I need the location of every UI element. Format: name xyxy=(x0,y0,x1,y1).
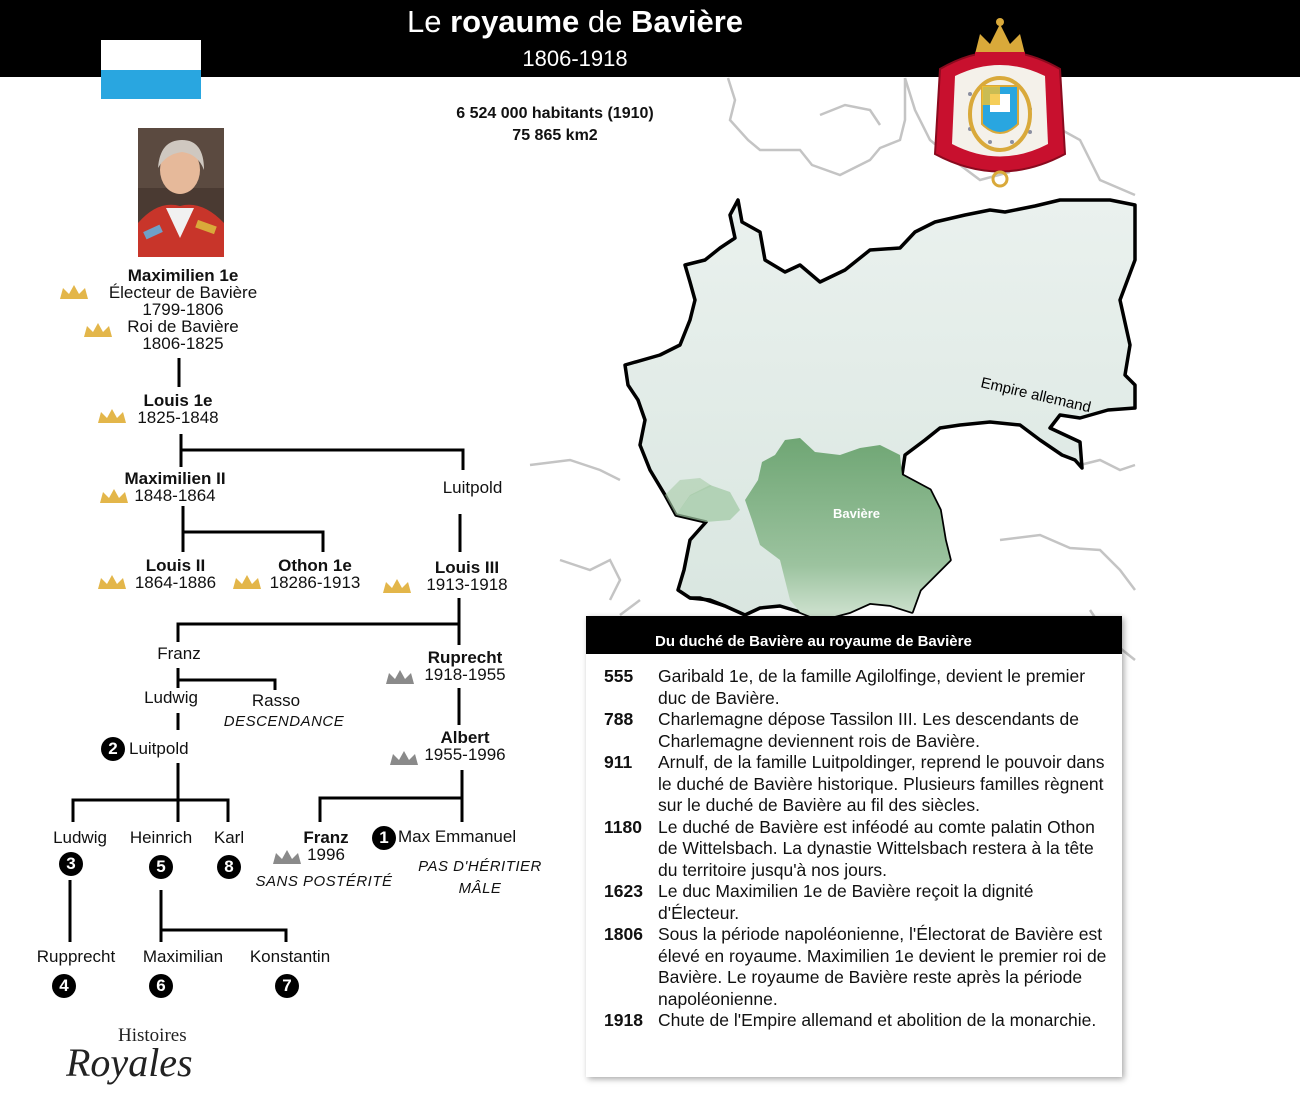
node-karl: Karl xyxy=(213,828,245,847)
svg-text:Royales: Royales xyxy=(66,1040,193,1085)
node-louis-iii: Louis III 1913-1918 xyxy=(426,558,508,594)
timeline-event xyxy=(604,752,1122,817)
histoires-royales-logo xyxy=(66,1018,226,1088)
node-maximilian: Maximilian xyxy=(142,947,224,966)
badge-2: 2 xyxy=(101,737,125,761)
crown-gold-icon xyxy=(59,284,89,300)
node-ludwig: Ludwig xyxy=(144,688,198,707)
crown-grey-icon xyxy=(389,750,419,766)
node-heinrich: Heinrich xyxy=(129,828,193,847)
event-text: Garibald 1e, de la famille Agilolfinge, devient le premier duc de Bavière. xyxy=(658,666,1086,708)
crown-grey-icon xyxy=(272,849,302,865)
svg-text:Histoires: Histoires xyxy=(118,1025,187,1046)
event-text: Charlemagne dépose Tassilon III. Les descendants de Charlemagne deviennent rois de Bavière. xyxy=(658,709,1079,751)
node-ruprecht: Ruprecht 1918-1955 xyxy=(424,648,506,684)
timeline-event xyxy=(604,817,1122,882)
timeline-panel xyxy=(586,616,1122,1077)
node-max-emmanuel: Max Emmanuel xyxy=(398,827,517,846)
crown-gold-icon xyxy=(382,578,412,594)
pas-heritier-note: PAS D'HÉRITIER MÂLE xyxy=(418,858,542,897)
event-text: Arnulf, de la famille Luitpoldinger, reprend le pouvoir dans le duché de Bavière historique. Plusieurs familles règnent sur le duché de Bavière au fil des siècles. xyxy=(658,752,1105,815)
crown-gold-icon xyxy=(83,322,113,338)
node-konstantin: Konstantin xyxy=(249,947,331,966)
timeline-event xyxy=(604,709,1122,752)
tree-lines xyxy=(0,0,600,1093)
empire-label: Empire allemand xyxy=(979,374,1093,417)
crown-gold-icon xyxy=(97,574,127,590)
timeline-events xyxy=(586,654,1122,1032)
node-rasso: Rasso xyxy=(251,691,301,710)
node-louis-ii: Louis II 1864-1886 xyxy=(134,556,217,592)
event-year: 1623 xyxy=(604,881,643,901)
event-year: 1806 xyxy=(604,924,643,944)
node-luitpold: Luitpold xyxy=(442,478,503,497)
crown-gold-icon xyxy=(97,408,127,424)
badge-4: 4 xyxy=(52,974,76,998)
population-stat: 6 524 000 habitants (1910) xyxy=(456,105,654,122)
node-albert: Albert 1955-1996 xyxy=(424,728,506,764)
page-subtitle: 1806-1918 xyxy=(522,46,628,71)
badge-3: 3 xyxy=(59,852,83,876)
node-rupprecht: Rupprecht xyxy=(36,947,116,966)
crown-grey-icon xyxy=(385,669,415,685)
node-othon-1e: Othon 1e 18286-1913 xyxy=(269,556,361,592)
page-title: Le royaume de Bavière xyxy=(406,4,744,39)
node-maximilien-1e: Maximilien 1e Électeur de Bavière 1799-1806 Roi de Bavière 1806-1825 xyxy=(108,266,258,353)
badge-5: 5 xyxy=(149,855,173,879)
event-text: Le duché de Bavière est inféodé au comte palatin Othon de Wittelsbach. La dynastie Wittelsbach restera à la tête du territoire jusqu'à nos jours. xyxy=(658,816,1095,880)
event-year: 911 xyxy=(604,752,633,772)
event-year: 1180 xyxy=(604,816,642,837)
badge-7: 7 xyxy=(275,974,299,998)
badge-1: 1 xyxy=(372,826,396,850)
node-franz-1996: Franz 1996 xyxy=(303,828,349,864)
timeline-event xyxy=(604,881,1122,924)
event-year: 555 xyxy=(604,666,634,686)
node-louis-1e: Louis 1e 1825-1848 xyxy=(137,391,219,427)
baviere-label: Bavière xyxy=(833,506,880,521)
timeline-title: Du duché de Bavière au royaume de Bavière xyxy=(586,616,1122,654)
timeline-event xyxy=(604,1010,1122,1032)
node-maximilien-ii: Maximilien II 1848-1864 xyxy=(124,469,226,505)
timeline-event xyxy=(604,666,1122,709)
event-text: Chute de l'Empire allemand et abolition de la monarchie. xyxy=(658,1010,1097,1030)
coat-of-arms-icon xyxy=(930,14,1070,194)
event-year: 1918 xyxy=(604,1010,643,1030)
crown-gold-icon xyxy=(99,488,129,504)
node-luitpold-2: Luitpold xyxy=(129,739,189,758)
event-text: Le duc Maximilien 1e de Bavière reçoit la dignité d'Électeur. xyxy=(658,881,1034,923)
crown-gold-icon xyxy=(232,574,262,590)
timeline-event xyxy=(604,924,1122,1010)
badge-6: 6 xyxy=(149,974,173,998)
node-franz: Franz xyxy=(157,644,201,663)
badge-8: 8 xyxy=(217,855,241,879)
area-stat: 75 865 km2 xyxy=(512,127,598,144)
event-year: 788 xyxy=(604,709,634,729)
sans-posterite-note: SANS POSTÉRITÉ xyxy=(255,873,393,890)
event-text: Sous la période napoléonienne, l'Électorat de Bavière est élevé en royaume. Maximilien 1e devient le premier roi de Bavière. Le royaume de Bavière reste après la période napoléonienne. xyxy=(658,924,1107,1009)
rasso-descendance-note: DESCENDANCE xyxy=(223,713,345,730)
node-ludwig-3: Ludwig xyxy=(53,828,107,847)
